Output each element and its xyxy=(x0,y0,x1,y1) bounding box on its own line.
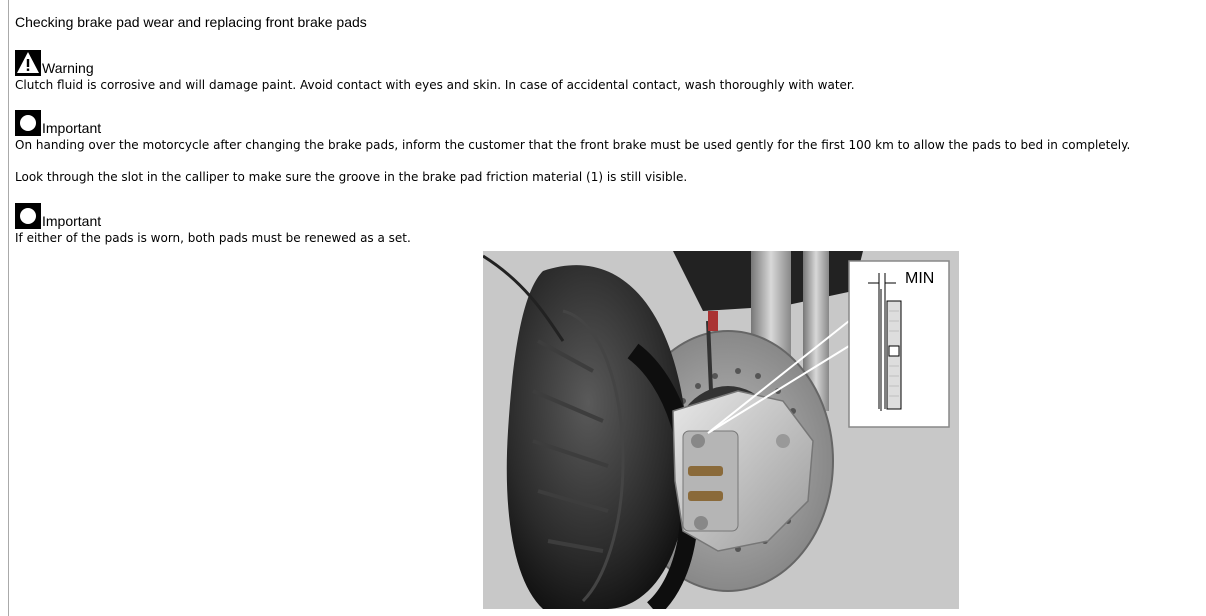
instruction-text: Look through the slot in the calliper to make sure the groove in the brake pad friction material (1) is still visible. xyxy=(15,170,688,184)
important-label-2: Important xyxy=(42,213,102,229)
warning-heading xyxy=(15,50,94,76)
important-heading-2 xyxy=(15,203,101,229)
left-border-rule xyxy=(8,0,9,616)
warning-triangle-icon xyxy=(15,50,41,76)
brake-caliper-figure xyxy=(483,251,959,609)
brake-caliper-illustration xyxy=(483,251,959,609)
page-title: Checking brake pad wear and replacing front brake pads xyxy=(15,14,367,30)
important-circle-icon xyxy=(15,110,41,136)
important-text-1: On handing over the motorcycle after changing the brake pads, inform the customer that the front brake must be used gently for the first 100 km to allow the pads to bed in completely. xyxy=(15,138,1131,152)
warning-text: Clutch fluid is corrosive and will damage paint. Avoid contact with eyes and skin. In case of accidental contact, wash thoroughly with water. xyxy=(15,78,855,92)
important-text-2: If either of the pads is worn, both pads must be renewed as a set. xyxy=(15,231,411,245)
important-heading-1 xyxy=(15,110,101,136)
inset-min-label: MIN xyxy=(905,270,935,287)
important-label-1: Important xyxy=(42,120,102,136)
warning-label: Warning xyxy=(42,60,94,76)
important-circle-icon xyxy=(15,203,41,229)
